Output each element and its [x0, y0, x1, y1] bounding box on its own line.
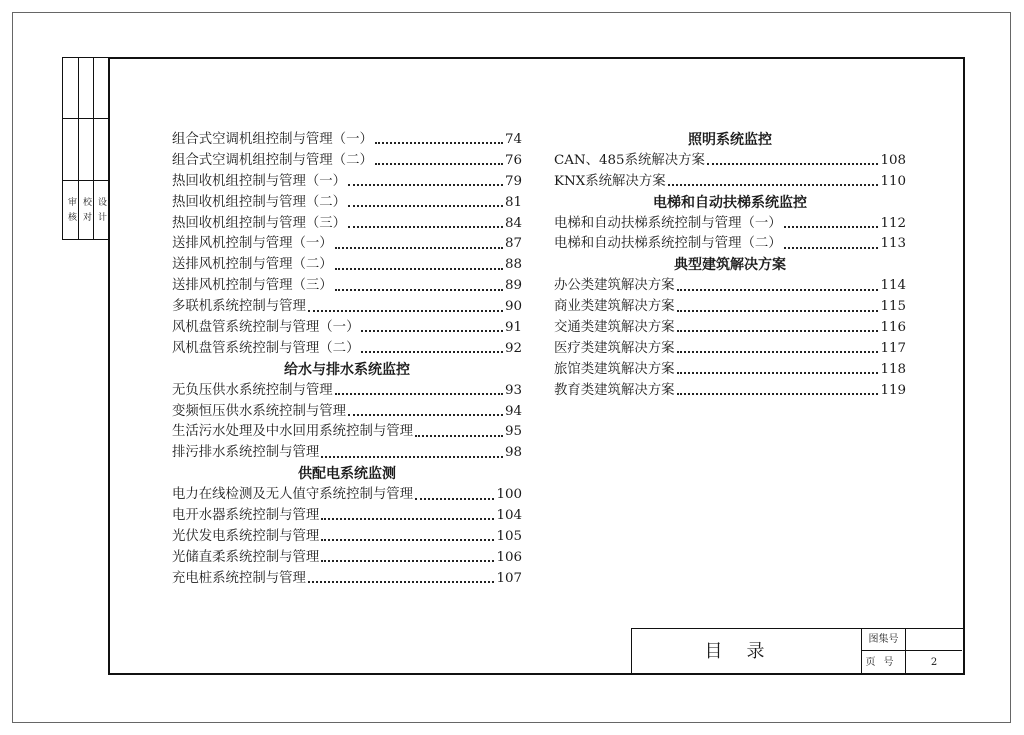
toc-entry[interactable]	[172, 193, 522, 214]
toc-entry[interactable]	[172, 381, 522, 402]
toc-leader-dots	[348, 176, 503, 186]
toc-entry[interactable]	[172, 234, 522, 255]
toc-entry[interactable]	[172, 276, 522, 297]
toc-leader-dots	[375, 134, 503, 144]
toc-entry-page: 105	[496, 528, 522, 544]
toc-entry-title: 教育类建筑解决方案	[554, 382, 675, 398]
toc-entry[interactable]	[172, 339, 522, 360]
page-number-label: 页号	[862, 651, 906, 674]
strip-label-design: 设计	[96, 197, 106, 227]
toc-leader-dots	[707, 155, 879, 165]
toc-entry-title: CAN、485系统解决方案	[554, 152, 705, 168]
toc-entry-page: 115	[880, 299, 906, 315]
toc-entry-title: 送排风机控制与管理（三）	[172, 278, 333, 294]
toc-leader-dots	[415, 490, 494, 500]
toc-entry[interactable]	[172, 318, 522, 339]
toc-entry-title: 办公类建筑解决方案	[554, 278, 675, 294]
binding-signature-strip	[62, 57, 109, 240]
toc-leader-dots	[308, 302, 503, 312]
toc-entry-page: 93	[504, 382, 522, 398]
toc-entry-page: 84	[504, 215, 522, 231]
toc-entry-title: KNX系统解决方案	[554, 173, 666, 189]
toc-entry[interactable]	[172, 443, 522, 464]
toc-leader-dots	[677, 322, 879, 332]
toc-entry-page: 88	[504, 257, 522, 273]
toc-entry-page: 98	[504, 445, 522, 461]
toc-entry[interactable]	[554, 276, 906, 297]
toc-entry[interactable]	[554, 234, 906, 255]
toc-entry-title: 医疗类建筑解决方案	[554, 340, 675, 356]
toc-leader-dots	[375, 155, 503, 165]
toc-entry[interactable]	[172, 402, 522, 423]
toc-entry-page: 100	[496, 487, 522, 503]
toc-entry-page: 107	[496, 570, 522, 586]
toc-leader-dots	[348, 406, 503, 416]
toc-entry-title: 热回收机组控制与管理（二）	[172, 194, 347, 210]
toc-leader-dots	[361, 322, 502, 332]
toc-right-column	[554, 130, 906, 402]
toc-entry-title: 光伏发电系统控制与管理	[172, 528, 320, 544]
strip-label-review: 审核	[66, 197, 76, 227]
toc-entry-title: 变频恒压供水系统控制与管理	[172, 403, 347, 419]
toc-entry-page: 116	[880, 320, 906, 336]
toc-entry-title: 电梯和自动扶梯系统控制与管理（一）	[554, 215, 782, 231]
toc-section-heading: 供配电系统监测	[298, 466, 396, 483]
toc-entry-title: 多联机系统控制与管理	[172, 299, 306, 315]
toc-entry-title: 旅馆类建筑解决方案	[554, 361, 675, 377]
toc-entry[interactable]	[554, 214, 906, 235]
toc-entry-page: 106	[496, 549, 522, 565]
toc-entry[interactable]	[172, 297, 522, 318]
toc-entry-title: 充电桩系统控制与管理	[172, 570, 306, 586]
toc-entry-title: 组合式空调机组控制与管理（一）	[172, 132, 373, 147]
toc-leader-dots	[321, 531, 494, 541]
toc-entry-page: 74	[504, 132, 522, 147]
toc-entry-title: 风机盘管系统控制与管理（二）	[172, 340, 360, 356]
toc-entry-page: 90	[504, 299, 522, 315]
toc-leader-dots	[677, 343, 879, 353]
toc-entry-title: 交通类建筑解决方案	[554, 320, 675, 336]
toc-leader-dots	[677, 302, 879, 312]
toc-entry[interactable]	[172, 422, 522, 443]
toc-entry[interactable]	[172, 214, 522, 235]
title-block	[631, 628, 963, 673]
toc-entry-title: 排污排水系统控制与管理	[172, 445, 320, 461]
toc-entry[interactable]	[554, 360, 906, 381]
toc-entry-page: 108	[880, 152, 906, 168]
toc-entry-page: 113	[880, 236, 906, 252]
toc-entry-page: 89	[504, 278, 522, 294]
toc-entry-title: 热回收机组控制与管理（三）	[172, 215, 347, 231]
toc-entry-page: 104	[496, 508, 522, 524]
toc-leader-dots	[348, 218, 503, 228]
toc-entry-title: 光储直柔系统控制与管理	[172, 549, 320, 565]
toc-entry-title: 热回收机组控制与管理（一）	[172, 173, 347, 189]
toc-leader-dots	[784, 239, 879, 249]
toc-entry[interactable]	[554, 381, 906, 402]
toc-entry[interactable]	[172, 172, 522, 193]
toc-leader-dots	[415, 427, 503, 437]
toc-leader-dots	[335, 260, 503, 270]
toc-entry-title: 电梯和自动扶梯系统控制与管理（二）	[554, 236, 782, 252]
toc-section-heading: 给水与排水系统监控	[284, 361, 410, 378]
toc-entry[interactable]	[172, 506, 522, 527]
toc-entry[interactable]	[172, 255, 522, 276]
toc-entry-page: 76	[504, 152, 522, 168]
toc-entry-title: 生活污水处理及中水回用系统控制与管理	[172, 424, 414, 440]
strip-divider	[63, 180, 108, 181]
atlas-number-value	[906, 629, 962, 651]
toc-entry[interactable]	[554, 172, 906, 193]
toc-entry[interactable]	[554, 318, 906, 339]
toc-section-heading: 典型建筑解决方案	[674, 257, 786, 274]
toc-entry[interactable]	[172, 130, 522, 151]
toc-entry-page: 118	[880, 361, 906, 377]
toc-leader-dots	[677, 385, 879, 395]
strip-label-proofread: 校对	[81, 197, 91, 227]
toc-leader-dots	[321, 552, 494, 562]
toc-leader-dots	[321, 510, 494, 520]
page-number-value: 2	[930, 657, 938, 668]
toc-leader-dots	[677, 364, 879, 374]
toc-entry-page: 95	[504, 424, 522, 440]
toc-leader-dots	[361, 343, 502, 353]
toc-entry-page: 112	[880, 215, 906, 231]
toc-entry-title: 商业类建筑解决方案	[554, 299, 675, 315]
toc-section-heading: 照明系统监控	[688, 132, 772, 148]
toc-leader-dots	[677, 281, 879, 291]
toc-entry-page: 92	[504, 340, 522, 356]
toc-entry[interactable]	[172, 548, 522, 569]
toc-entry-page: 87	[504, 236, 522, 252]
toc-entry-page: 114	[880, 278, 906, 294]
toc-entry-title: 送排风机控制与管理（二）	[172, 257, 333, 273]
toc-entry[interactable]	[554, 151, 906, 172]
toc-leader-dots	[308, 573, 495, 583]
toc-entry-page: 117	[880, 340, 906, 356]
document-title: 目录	[632, 629, 862, 674]
toc-left-column	[172, 130, 522, 590]
toc-entry-page: 119	[880, 382, 906, 398]
toc-entry[interactable]	[172, 527, 522, 548]
toc-entry-title: 风机盘管系统控制与管理（一）	[172, 320, 360, 336]
toc-entry-page: 91	[504, 320, 522, 336]
toc-entry-page: 110	[880, 173, 906, 189]
toc-entry-page: 79	[504, 173, 522, 189]
toc-entry-title: 组合式空调机组控制与管理（二）	[172, 152, 373, 168]
toc-entry[interactable]	[554, 339, 906, 360]
toc-leader-dots	[335, 281, 503, 291]
toc-leader-dots	[321, 448, 503, 458]
toc-entry[interactable]	[172, 569, 522, 590]
toc-leader-dots	[335, 239, 503, 249]
toc-entry[interactable]	[172, 151, 522, 172]
toc-entry[interactable]	[172, 485, 522, 506]
toc-section-heading: 电梯和自动扶梯系统监控	[653, 194, 807, 211]
toc-leader-dots	[348, 197, 503, 207]
toc-entry-page: 81	[504, 194, 522, 210]
toc-entry-page: 94	[504, 403, 522, 419]
toc-entry[interactable]	[554, 297, 906, 318]
toc-entry-title: 电力在线检测及无人值守系统控制与管理	[172, 487, 414, 503]
atlas-number-label: 图集号	[862, 629, 906, 651]
toc-entry-title: 无负压供水系统控制与管理	[172, 382, 333, 398]
toc-entry-title: 电开水器系统控制与管理	[172, 508, 320, 524]
toc-leader-dots	[335, 385, 503, 395]
toc-leader-dots	[668, 176, 879, 186]
strip-divider	[63, 118, 108, 119]
toc-leader-dots	[784, 218, 879, 228]
toc-entry-title: 送排风机控制与管理（一）	[172, 236, 333, 252]
